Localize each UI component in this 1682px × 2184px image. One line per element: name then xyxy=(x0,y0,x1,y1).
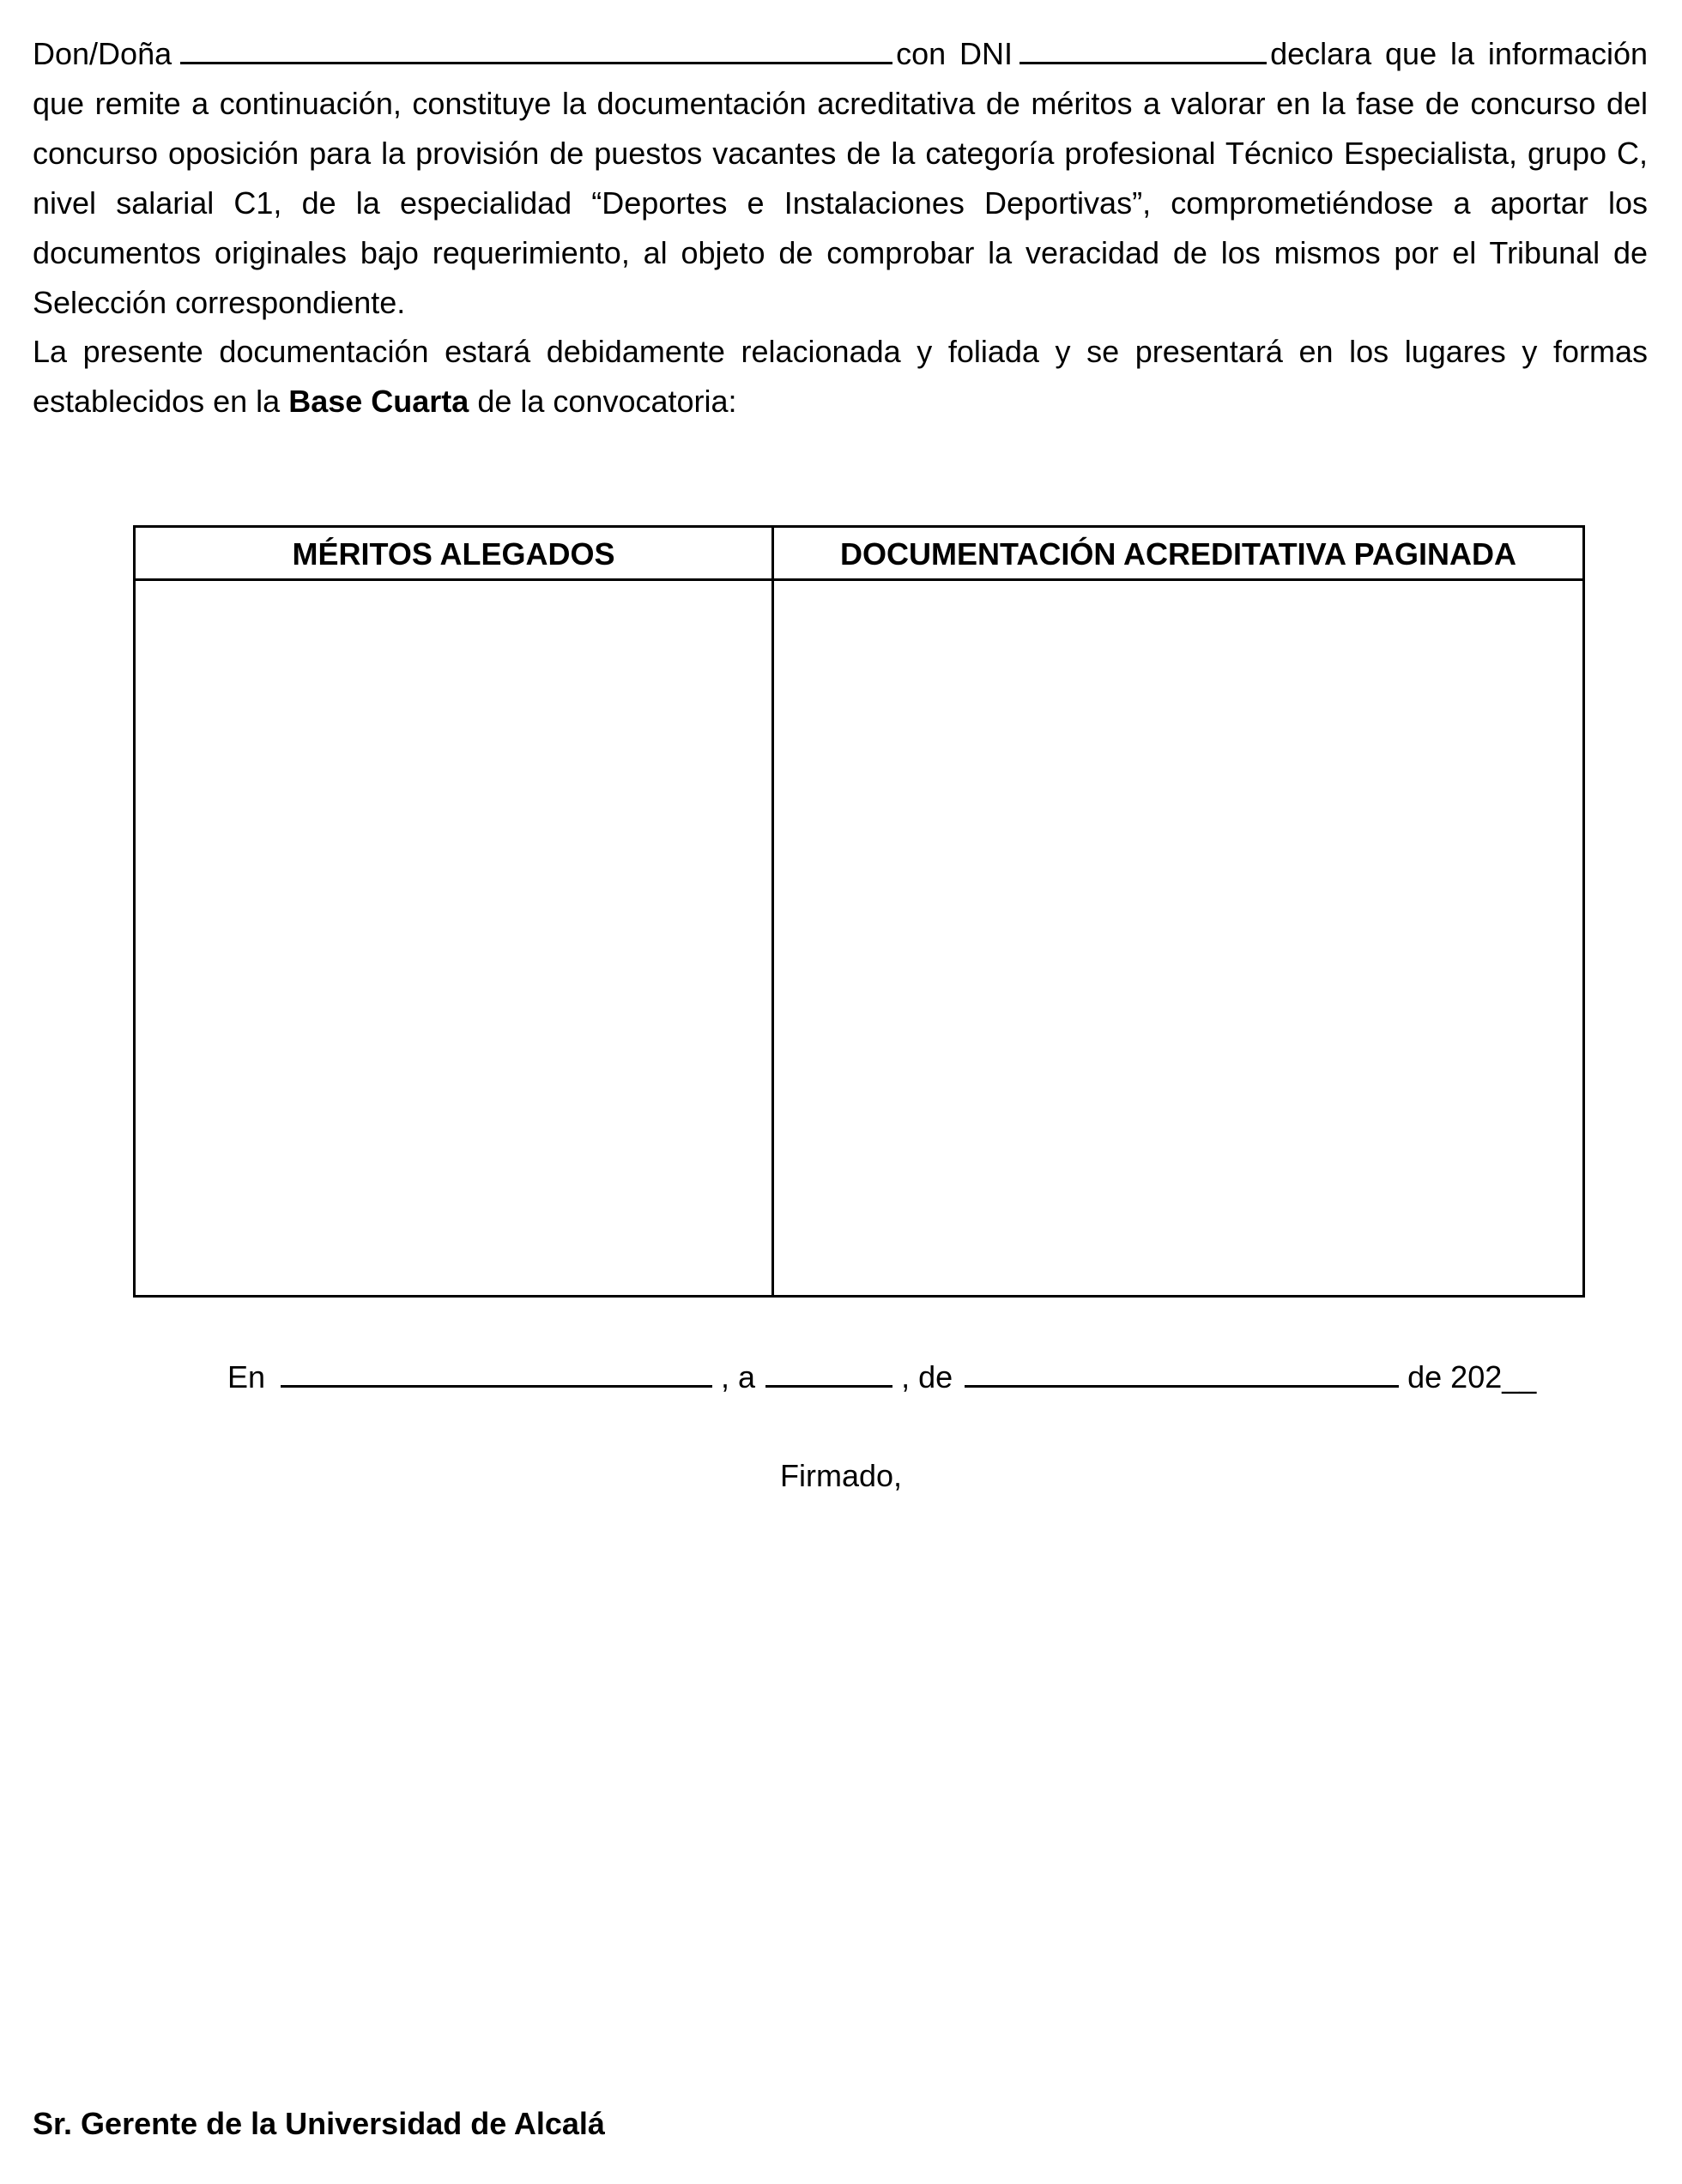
place-date-line xyxy=(227,1356,1536,1399)
day-blank-line xyxy=(765,1359,892,1388)
dni-label: con DNI xyxy=(896,36,1013,71)
merits-table xyxy=(133,525,1585,1298)
merits-cell xyxy=(136,581,774,1295)
submission-paragraph xyxy=(33,327,1648,427)
declaration-text: declara que la información que remite a continuación, constituye la documentación acreditativa de méritos a valorar en la fase de concurso del concurso oposición para la provisión de puestos vacantes de la categoría profesional Técnico Especialista, grupo C, nivel salarial C1, de la especialidad “Deportes e Instalaciones Deportivas”, comprometiéndose a aportar los documentos originales bajo requerimiento, al objeto de comprobar la veracidad de los mismos por el Tribunal de Selección correspondiente. xyxy=(33,36,1649,320)
base-reference: Base Cuarta xyxy=(288,384,469,419)
declaration-paragraph xyxy=(33,29,1648,328)
place-blank-line xyxy=(281,1359,712,1388)
place-label: En xyxy=(227,1359,266,1394)
addressee: Sr. Gerente de la Universidad de Alcalá xyxy=(33,2106,605,2141)
name-blank-line xyxy=(180,36,892,64)
signature-label: Firmado, xyxy=(779,1458,903,1493)
month-label: , de xyxy=(901,1359,953,1394)
documentation-column-header: DOCUMENTACIÓN ACREDITATIVA PAGINADA xyxy=(774,528,1582,581)
merits-column-header: MÉRITOS ALEGADOS xyxy=(136,528,774,581)
name-label: Don/Doña xyxy=(33,36,172,71)
month-blank-line xyxy=(965,1359,1399,1388)
documentation-cell xyxy=(774,581,1582,1295)
submission-text: La presente documentación estará debidamente relacionada y foliada y se presentará en los lugares y formas establecidos en la xyxy=(33,334,1648,419)
year-label: de 202__ xyxy=(1407,1359,1537,1394)
day-label: , a xyxy=(721,1359,756,1394)
dni-blank-line xyxy=(1019,36,1267,64)
submission-text-end: de la convocatoria: xyxy=(477,384,737,419)
